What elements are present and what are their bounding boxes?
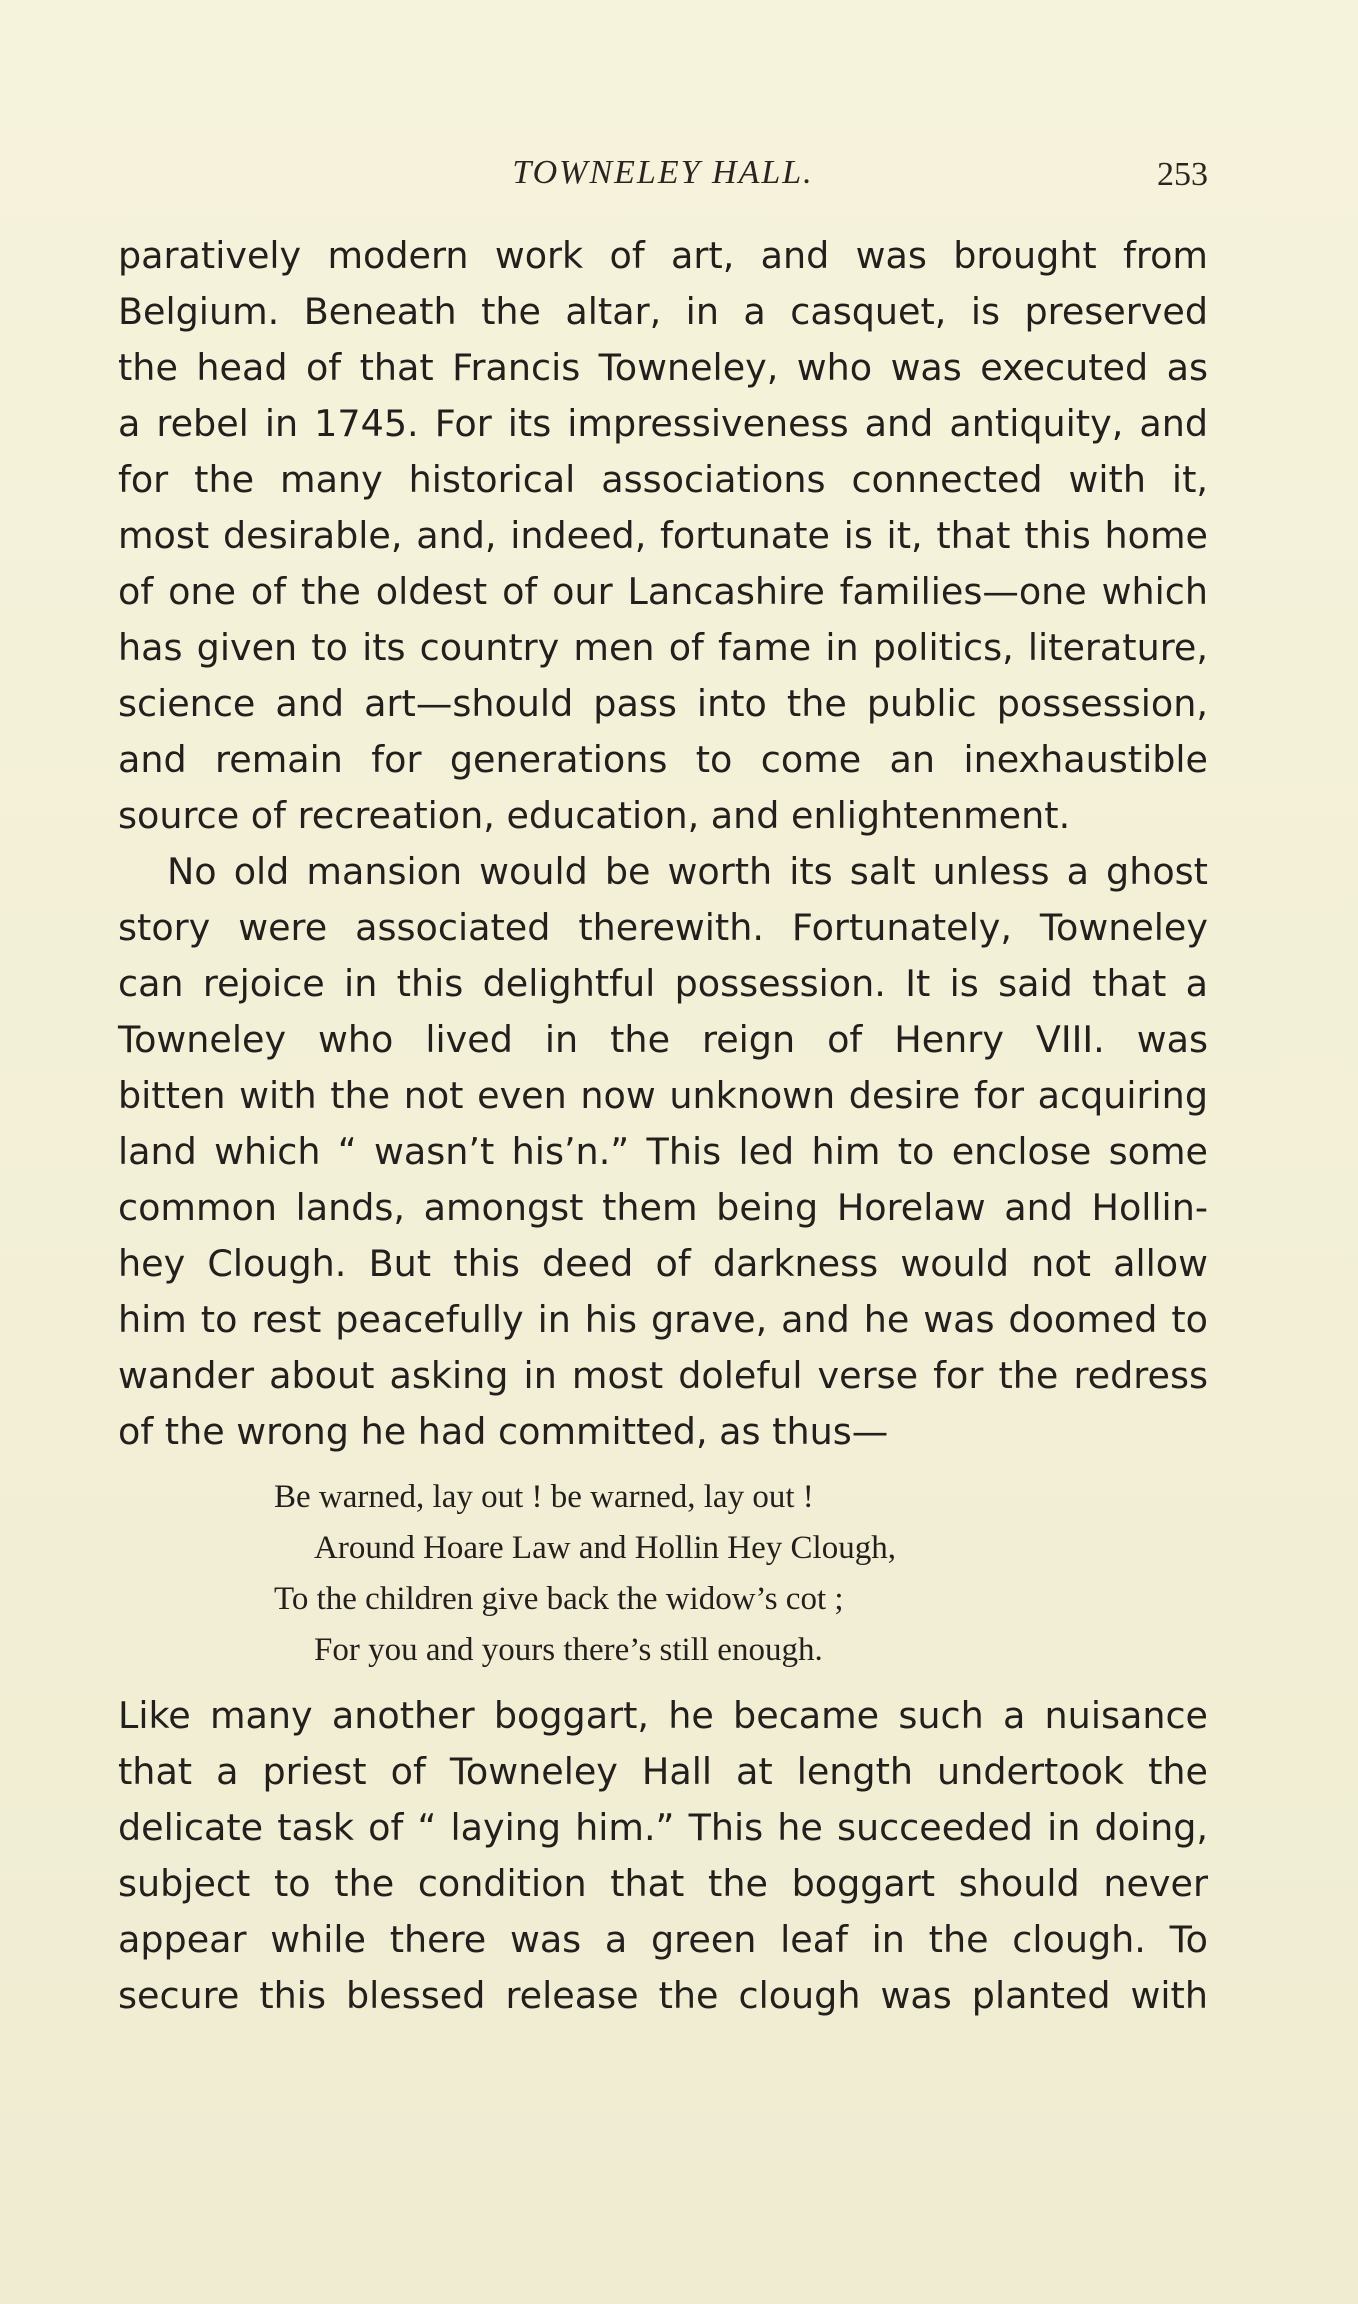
text-line: appear while there was a green leaf in the clough. To bbox=[118, 1918, 1208, 1961]
verse-line: For you and yours there’s still enough. bbox=[314, 1632, 823, 1668]
verse-block bbox=[118, 1472, 1208, 1676]
text-line: Belgium. Beneath the altar, in a casquet, is preserved bbox=[118, 290, 1208, 333]
text-line: No old mansion would be worth its salt unless a ghost bbox=[167, 850, 1208, 893]
text-line: hey Clough. But this deed of darkness would not allow bbox=[118, 1242, 1208, 1285]
running-head bbox=[118, 150, 1208, 200]
text-line: subject to the condition that the boggart should never bbox=[118, 1862, 1208, 1905]
verse-line: Around Hoare Law and Hollin Hey Clough, bbox=[314, 1530, 896, 1566]
text-line: science and art—should pass into the public possession, bbox=[118, 682, 1208, 725]
text-line: delicate task of “ laying him.” This he succeeded in doing, bbox=[118, 1806, 1208, 1849]
text-line: bitten with the not even now unknown desire for acquiring bbox=[118, 1074, 1208, 1117]
text-line: him to rest peacefully in his grave, and he was doomed to bbox=[118, 1298, 1208, 1341]
page-number: 253 bbox=[1157, 156, 1208, 193]
text-line: for the many historical associations connected with it, bbox=[118, 458, 1208, 501]
text-line: Like many another boggart, he became such a nuisance bbox=[118, 1694, 1208, 1737]
text-line: wander about asking in most doleful verse for the redress bbox=[118, 1354, 1208, 1397]
text-line: story were associated therewith. Fortunately, Towneley bbox=[118, 906, 1208, 949]
paragraph-2 bbox=[118, 844, 1208, 1460]
text-line: common lands, amongst them being Horelaw and Hollin- bbox=[118, 1186, 1208, 1229]
text-line: most desirable, and, indeed, fortunate is it, that this home bbox=[118, 514, 1208, 557]
running-title: TOWNELEY HALL. bbox=[512, 154, 814, 191]
text-line: that a priest of Towneley Hall at length undertook the bbox=[118, 1750, 1208, 1793]
text-line: secure this blessed release the clough was planted with bbox=[118, 1974, 1208, 2017]
verse-line: To the children give back the widow’s cot ; bbox=[274, 1581, 844, 1617]
paragraph-1 bbox=[118, 228, 1208, 844]
text-line: land which “ wasn’t his’n.” This led him to enclose some bbox=[118, 1130, 1208, 1173]
text-line: the head of that Francis Towneley, who was executed as bbox=[118, 346, 1208, 389]
text-line: Towneley who lived in the reign of Henry VIII. was bbox=[118, 1018, 1208, 1061]
paragraph-3 bbox=[118, 1688, 1208, 2024]
text-line: source of recreation, education, and enlightenment. bbox=[118, 794, 1071, 837]
text-line: of one of the oldest of our Lancashire families—one which bbox=[118, 570, 1208, 613]
text-line: has given to its country men of fame in politics, literature, bbox=[118, 626, 1208, 669]
verse-line: Be warned, lay out ! be warned, lay out ! bbox=[274, 1479, 814, 1515]
text-line: a rebel in 1745. For its impressiveness and antiquity, and bbox=[118, 402, 1208, 445]
text-line: of the wrong he had committed, as thus— bbox=[118, 1410, 889, 1453]
text-line: can rejoice in this delightful possession. It is said that a bbox=[118, 962, 1208, 1005]
text-line: and remain for generations to come an inexhaustible bbox=[118, 738, 1208, 781]
text-line: paratively modern work of art, and was brought from bbox=[118, 234, 1208, 277]
